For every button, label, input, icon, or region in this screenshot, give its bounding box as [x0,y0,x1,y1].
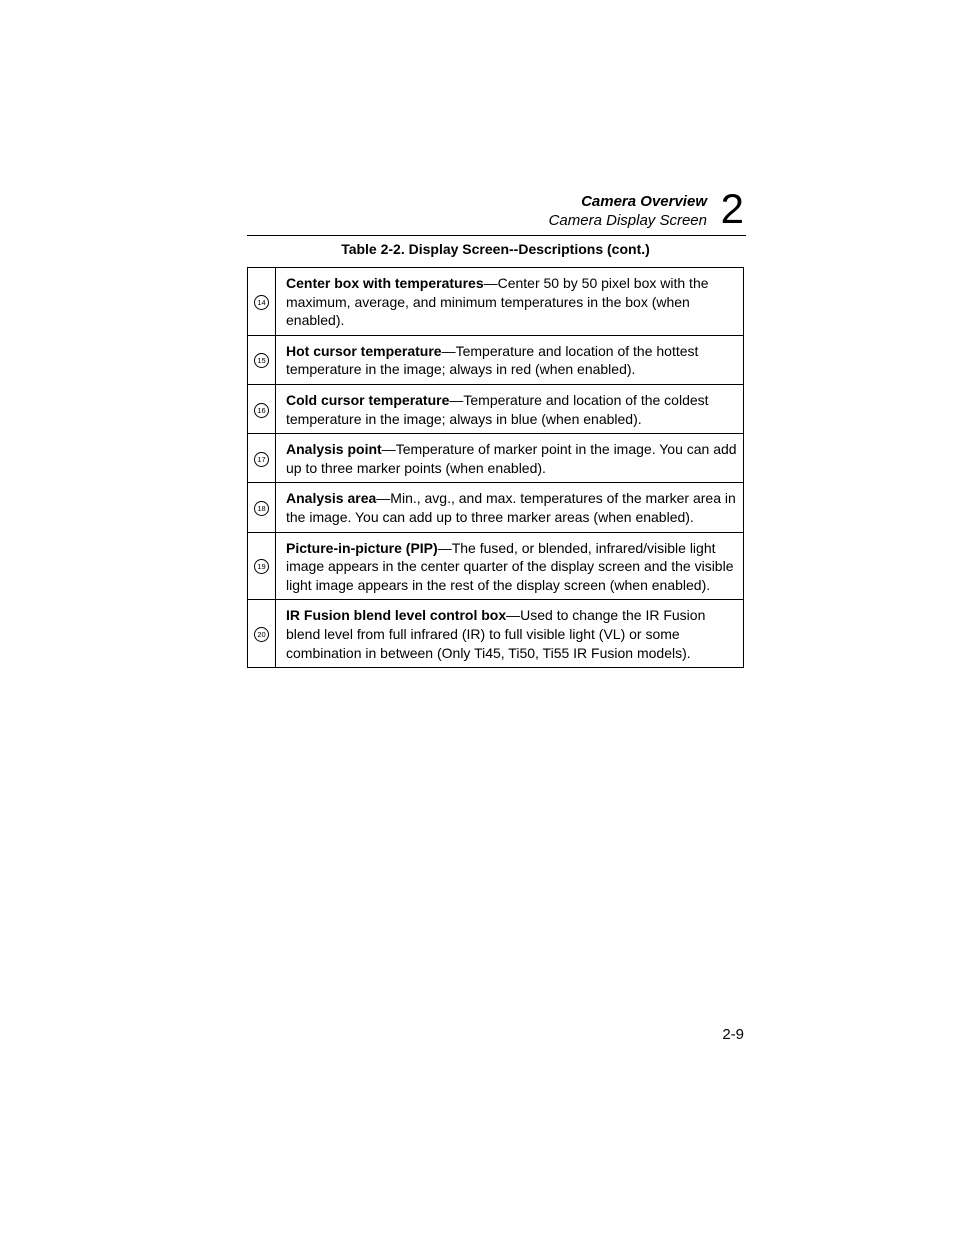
descriptions-table [247,267,744,668]
term: Analysis area [286,490,377,507]
table-row [248,268,744,336]
description-cell [276,532,744,600]
callout-number-cell [248,335,276,384]
callout-number-cell [248,600,276,668]
description-cell [276,384,744,433]
term: Center box with temperatures [286,275,484,291]
description: —Used to change the IR Fusion blend level from full infrared (IR) to full visible light (VL) or some combination in between (Only Ti45, Ti50, Ti55 IR Fusion models). [286,607,706,661]
section-title: Camera Display Screen [548,212,707,229]
callout-number-cell [248,384,276,433]
term: Hot cursor temperature [286,342,442,359]
term: Picture-in-picture (PIP) [286,539,438,556]
chapter-title: Camera Overview [581,193,707,210]
callout-number-cell [248,532,276,600]
circled-number-icon: 18 [254,501,269,516]
table-row [248,434,744,483]
table-caption: Table 2-2. Display Screen--Descriptions (cont.) [341,241,650,257]
description-cell [276,434,744,483]
description: —Temperature and location of the hottest temperature in the image; always in red (when enabled). [286,342,699,378]
term: Analysis point [286,441,382,458]
table-row [248,335,744,384]
description-cell [276,335,744,384]
description: —Temperature and location of the coldest temperature in the image; always in blue (when enabled). [286,391,709,427]
table-row [248,384,744,433]
page-number: 2-9 [722,1026,744,1043]
term: IR Fusion blend level control box [286,607,507,624]
header-titles [549,192,707,230]
circled-number-icon: 17 [254,452,269,467]
description-cell [276,268,744,336]
description-cell [276,600,744,668]
page-header [247,185,746,236]
term: Cold cursor temperature [286,391,450,408]
circled-number-icon: 15 [254,353,269,368]
callout-number-cell [248,268,276,336]
table-row [248,532,744,600]
description: —The fused, or blended, infrared/visible light image appears in the center quarter of the display screen and the visible light image appears in the rest of the display screen (when enabled). [286,539,734,593]
description-cell [276,483,744,532]
table-row [248,483,744,532]
callout-number-cell [248,434,276,483]
circled-number-icon: 16 [254,403,269,418]
table-row [248,600,744,668]
circled-number-icon: 14 [254,295,269,310]
description: —Min., avg., and max. temperatures of the marker area in the image. You can add up to three marker areas (when enabled). [286,490,736,525]
circled-number-icon: 19 [254,559,269,574]
description: —Temperature of marker point in the image. You can add up to three marker points (when enabled). [286,441,737,476]
description: —Center 50 by 50 pixel box with the maximum, average, and minimum temperatures in the box (when enabled). [286,275,709,329]
circled-number-icon: 20 [254,627,269,642]
chapter-number: 2 [720,185,744,232]
callout-number-cell [248,483,276,532]
